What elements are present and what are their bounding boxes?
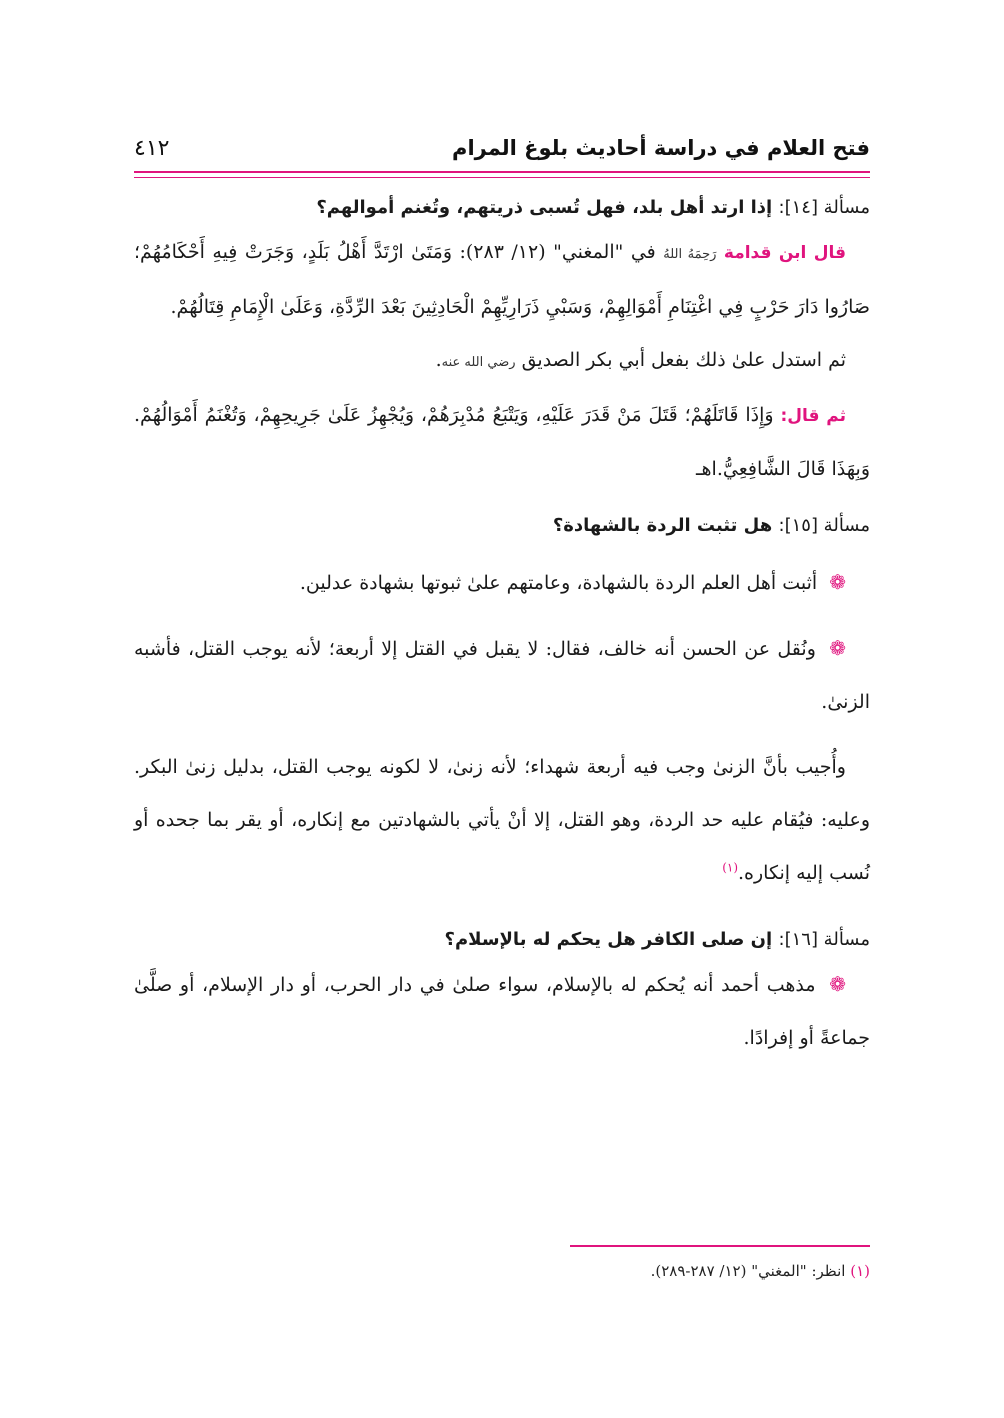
paragraph-bullet-hasan: [134, 622, 870, 729]
footnote-number: (١): [850, 1262, 870, 1280]
paragraph-text: في "المغني" (١٢/ ٢٨٣): وَمَتَىٰ ارْتَدَّ أَهْلُ بَلَدٍ، وَجَرَتْ فِيهِ أَحْكَامُهُمْ؛ صَارُوا دَارَ حَرْبٍ فِي اغْتِنَامِ أَمْوَالِهِمْ، وَسَبْيِ ذَرَارِيِّهِمْ الْحَادِثِينَ بَعْدَ الرِّدَّةِ، وَعَلَىٰ الْإِمَامِ قِتَالُهُمْ.: [134, 241, 870, 318]
footnote-separator: [570, 1245, 870, 1247]
question-text: هل تثبت الردة بالشهادة؟: [552, 515, 773, 536]
question-heading-16: [134, 922, 870, 958]
speaker-label: قال ابن قدامة: [723, 243, 846, 263]
question-text: إن صلى الكافر هل يحكم له بالإسلام؟: [444, 929, 773, 950]
footnote: [134, 1262, 870, 1280]
header-rule-thick: [134, 171, 870, 173]
paragraph-text: ونُقل عن الحسن أنه خالف، فقال: لا يقبل في القتل إلا أربعة؛ لأنه يوجب القتل، فأشبه الزنىٰ.: [134, 638, 870, 713]
question-label: مسألة [١٤]:: [778, 197, 870, 218]
paragraph-text: وَإِذَا قَاتَلَهُمْ؛ قَتَلَ مَنْ قَدَرَ عَلَيْهِ، وَيَتْبَعُ مُدْبِرَهُمْ، وَيُجْهِزُ عَلَىٰ جَرِيحِهِمْ، وَتُغْنَمُ أَمْوَالُهُمْ. وَبِهَذَا قَالَ الشَّافِعِيُّ.اهـ: [134, 404, 870, 480]
paragraph-bullet-testimony: [134, 556, 870, 610]
paragraph-then-said: [134, 389, 870, 496]
page-header: [134, 128, 870, 168]
paragraph-text: ثم استدل علىٰ ذلك بفعل أبي بكر الصديق: [521, 349, 846, 371]
page-body: [134, 190, 870, 1065]
question-label: مسألة [١٦]:: [778, 929, 870, 950]
flower-ornament-icon: ❁: [829, 972, 846, 996]
running-title: فتح العلام في دراسة أحاديث بلوغ المرام: [452, 136, 870, 160]
question-heading-14: [134, 190, 870, 226]
paragraph-text: أثبت أهل العلم الردة بالشهادة، وعامتهم علىٰ ثبوتها بشهادة عدلين.: [299, 572, 818, 594]
paragraph-reply: [134, 741, 870, 900]
footnote-reference[interactable]: (١): [722, 860, 739, 875]
flower-ornament-icon: ❁: [829, 570, 846, 594]
paragraph-text: مذهب أحمد أنه يُحكم له بالإسلام، سواء صلىٰ في دار الحرب، أو دار الإسلام، أو صلَّىٰ جماعةً أو إفرادًا.: [134, 974, 870, 1049]
paragraph-abu-bakr: [134, 334, 870, 389]
paragraph-text: وأُجيب بأنَّ الزنىٰ وجب فيه أربعة شهداء؛ لأنه زنىٰ، لا لكونه يوجب القتل، بدليل زنىٰ البكر. وعليه: فيُقام عليه حد الردة، وهو القتل، إلا أنْ يأتي بالشهادتين مع إنكاره، أو يقر بما جحده أو نُسب إليه إنكاره.: [134, 756, 870, 884]
question-label: مسألة [١٥]:: [778, 515, 870, 536]
question-text: إذا ارتد أهل بلد، فهل تُسبى ذريتهم، وتُغنم أموالهم؟: [316, 197, 773, 218]
speaker-label: ثم قال:: [780, 406, 846, 426]
page-number: ٤١٢: [134, 135, 170, 161]
flower-ornament-icon: ❁: [829, 636, 846, 660]
paragraph-end: .: [435, 349, 442, 371]
book-page: [134, 0, 870, 1418]
paragraph-ibn-qudama: [134, 226, 870, 334]
footnote-text: انظر: "المغني" (١٢/ ٢٨٧-٢٨٩).: [650, 1262, 846, 1280]
header-rule-thin: [134, 177, 870, 178]
honorific-rahimahullah: رَحِمَهُ اللهُ: [663, 247, 717, 262]
question-heading-15: [134, 508, 870, 544]
honorific-radiallahu: رضي الله عنه: [441, 355, 516, 370]
paragraph-bullet-prayer: [134, 958, 870, 1065]
